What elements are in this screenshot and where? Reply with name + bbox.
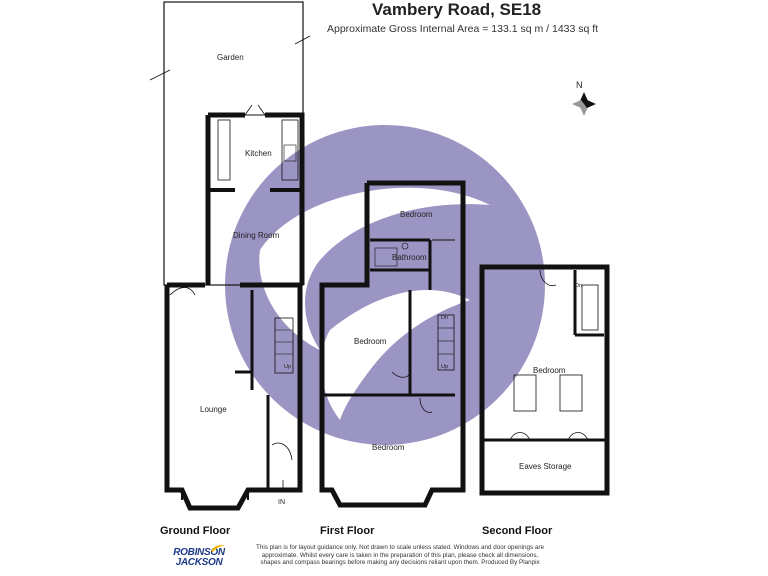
room-label-lounge: Lounge (200, 405, 227, 414)
agency-logo (173, 548, 225, 568)
logo-line-1: ROBINSON (173, 547, 225, 558)
floor-label-first: First Floor (320, 525, 375, 537)
room-label-bathroom: Bathroom (392, 253, 427, 262)
floor-label-second: Second Floor (482, 525, 553, 537)
room-label-garden: Garden (217, 53, 244, 62)
compass-north-label: N (576, 80, 583, 90)
page-title: Vambery Road, SE18 (372, 0, 542, 19)
logo-line-2: JACKSON (175, 557, 223, 568)
room-label-bedroom-rear: Bedroom (400, 210, 433, 219)
floor-label-ground: Ground Floor (160, 525, 231, 537)
gross-area-subtitle: Approximate Gross Internal Area = 133.1 sq m / 1433 sq ft (327, 23, 599, 35)
room-label-kitchen: Kitchen (245, 149, 272, 158)
stair-label-first-up: Up (441, 364, 449, 370)
room-label-eaves-storage: Eaves Storage (519, 462, 572, 471)
compass-rose (572, 80, 596, 116)
stair-label-first-dn: Dn (441, 315, 449, 321)
room-label-bedroom-front: Bedroom (372, 443, 405, 452)
room-label-bedroom-second: Bedroom (533, 366, 566, 375)
stair-label-second-dn: Dn (575, 283, 583, 289)
room-label-bedroom-middle: Bedroom (354, 337, 387, 346)
disclaimer-text: This plan is for layout guidance only. Not drawn to scale unless stated. Windows and door openings are approximate. Whilst every care is taken in the preparation of this plan, please check all dimensions, shapes and compass bearings before making any decisions reliant upon them. Produced By Planpix (256, 544, 544, 567)
logo-swoosh-icon (211, 544, 225, 552)
room-label-dining-room: Dining Room (233, 231, 280, 240)
entrance-label: IN (278, 499, 285, 506)
stair-label-ground-up: Up (284, 364, 292, 370)
